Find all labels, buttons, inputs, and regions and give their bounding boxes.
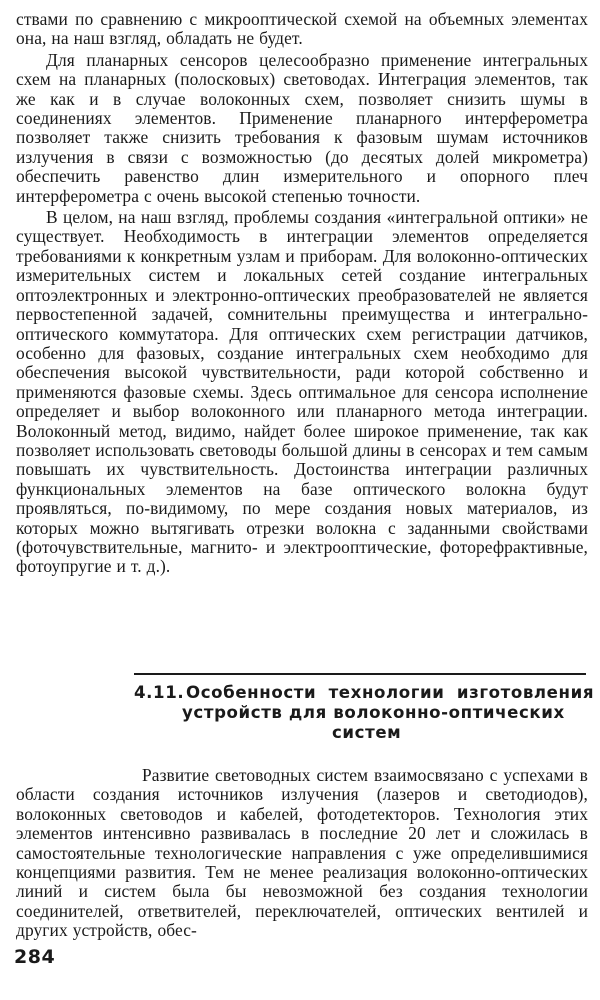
section-title-part-2: устройств для волоконно-оптических <box>182 703 565 722</box>
paragraph-section-intro: Развитие световодных систем взаимосвязано с успехами в области создания источников излучения (лазеров и светодиодов), волоконных световодов и кабелей, фотодетекторов. Технология этих элементов интенсивно развивалась в последние 20 лет и сложилась в самостоятельные технологические направления с уже определившимися концепциями развития. Тем не менее реализация волоконно-оптических линий и систем была бы невозможной без создания технологии соединителей, ответвителей, переключателей, оптических вентилей и других устройств, обес- <box>16 765 588 941</box>
section-number: 4.11. <box>134 683 185 702</box>
section-title-part-3: систем <box>332 723 402 742</box>
section-heading-line-1 <box>134 683 595 703</box>
section-title-part-1: Особенности технологии изготовления <box>186 683 595 702</box>
paragraph-continuation: ствами по сравнению с микрооптической схемой на объемных элементах она, на наш взгляд, обладать не будет. <box>16 9 588 49</box>
paragraph-integral-optics: В целом, на наш взгляд, проблемы создания «интегральной оптики» не существует. Необходимость в интеграции элементов определяется требованиями к конкретным узлам и приборам. Для волоконно-оптических измерительных систем и локальных сетей создание интегральных оптоэлектронных и электронно-оптических преобразователей не является первостепенной задачей, сомнительны преимущества и интегрально-оптического коммутатора. Для оптических схем регистрации датчиков, особенно для фазовых, создание интегральных схем необходимо для обеспечения высокой чувствительности, ради которой собственно и применяются фазовые схемы. Здесь оптимальное для сенсора исполнение определяет и выбор волоконного или планарного метода интеграции. Волоконный метод, видимо, найдет более широкое применение, так как позволяет использовать световоды большой длины в сенсорах и тем самым повышать их чувствительность. Достоинства интеграции различных функциональных элементов на базе оптического волокна будут проявляться, по-видимому, по мере создания новых материалов, из которых можно вытягивать отрезки волокна с заданными свойствами (фоточувствительные, магнито- и электрооптические, фоторефрактивные, фотоупругие и т. д.). <box>16 207 588 577</box>
page-number: 284 <box>14 946 56 968</box>
section-heading <box>134 683 595 743</box>
body-text-top <box>16 10 588 577</box>
body-text-bottom <box>16 766 588 941</box>
paragraph-planar-sensors: Для планарных сенсоров целесообразно применение интегральных схем на планарных (полосковых) световодах. Интеграция элементов, так же как и в случае волоконных схем, позволяет снизить шумы в соединениях элементов. Применение планарного интерферометра позволяет также снизить требования к фазовым шумам источников излучения в связи с возможностью (до десятых долей микрометра) обеспечить равенство длин измерительного и опорного плеч интерферометра с очень высокой степенью точности. <box>16 49 588 206</box>
section-divider <box>134 673 586 675</box>
